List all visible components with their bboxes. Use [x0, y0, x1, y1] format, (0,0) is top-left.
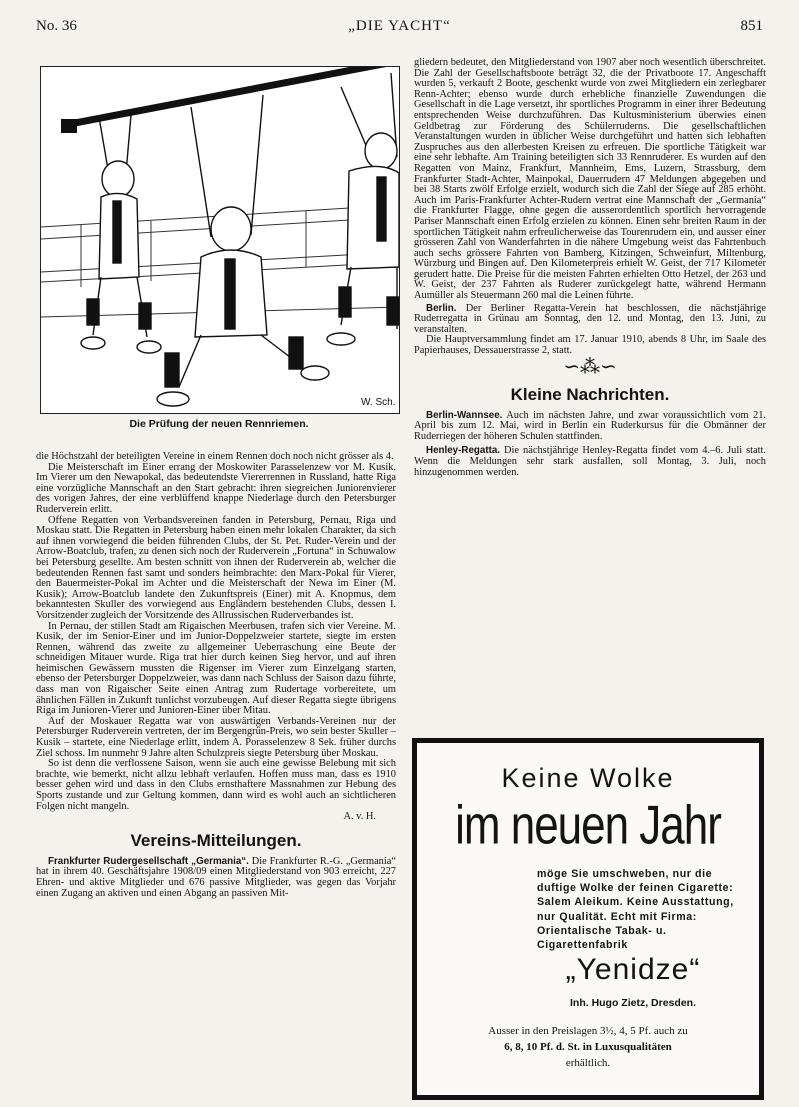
paragraph-lead: Berlin-Wannsee. — [426, 409, 503, 421]
ad-slogan: im neuen Jahr — [455, 794, 721, 856]
paragraph-lead: Henley-Regatta. — [426, 445, 501, 457]
figure-caption: Die Prüfung der neuen Rennriemen. — [129, 418, 309, 430]
ad-price-line: Ausser in den Preislagen 3½, 4, 5 Pf. auch zu — [488, 1025, 688, 1037]
ad-headline: Keine Wolke — [501, 763, 675, 793]
ad-body: möge Sie umschweben, nur die duftige Wolke der feinen Cigarette: Salem Aleikum. Keine Ausstattung, nur Qualität. Echt mit Firma: Orientalische Tabak- u. Cigarettenfabrik — [537, 868, 734, 952]
paragraph: Offene Regatten von Verbandsvereinen fanden in Petersburg, Pernau, Riga und Moskau statt. Die Regatten in Petersburg haben einen mehr lokalen Charakter, da sich auf ihnen vorwiegend die beiden führenden Clubs, der St. Pet. Ruder-Verein und der Arrow-Boatclub, trafen, zu denen sich noch der Ruderverein „Fortuna“ in Schuwalow bei Petersburg gesellte. Am besten schnitt von ihnen der Ruderverein ab, welcher die bedeutenden Rennen fast samt und sonders heimbrachte: den Marx-Pokal für Vierer, den Bauermeister-Pokal im Achter und die Meisterschaft der Newa im Einer (M. Kusik); Arrow-Boatclub landete den Zukunftspreis (Einer) mit A. Knopmus, dem bekanntesten Skuller des vorwiegend aus Engländern bestehenden Clubs, dessen I. Vorsitzender zugleich der Vorsitzende des Allrussischen Ruderverbandes ist. — [36, 514, 396, 621]
paragraph-text: Der Berliner Regatta-Verein hat beschlossen, die nächstjährige Ruderregatta in Grünau am Sonntag, den 12. und Montag, den 13. Juni, zu veranstalten. — [414, 302, 766, 335]
paragraph: In Pernau, der stillen Stadt am Rigaischen Meerbusen, trafen sich vier Vereine. M. Kusik, der im Senior-Einer und im Junior-Doppelzweier startete, siegte im ersten Rennen, während das zweite zu allgemeiner Ueberraschung eine Beute der schneidigen Mitauer wurde. Riga trat hier durch keinen Sieg hervor, und auf ihren heimischen Gewässern mussten die Rigenser im Vierer zum Einzelgang starten, ebenso der Petersburger Doppelzweier, was dann nach Schluss der Saison dazu führte, dass man von Rigaischer Seite einen Antrag zum Rudertage vorbereitete, um ähnlichen Fällen in Zukunft tunlichst vorzubeugen. Auf dieser Regatta siegte übrigens Riga im Junioren-Vierer und Junioren-Einer über Mitau. — [36, 620, 396, 717]
section-heading: Vereins-Mitteilungen. — [130, 830, 302, 850]
illustration-figure — [36, 60, 402, 438]
paragraph: Auf der Moskauer Regatta war von auswärtigen Verbands-Vereinen nur der Petersburger Ruderverein vertreten, der im Bergengrün-Preis, wo sein bester Skuller – Kusik – startete, eine Niederlage erlitt, indem A. Porasselenzew 8 Sek. früher durchs Ziel schoss. Im nunmehr 9 Jahre alten Schulzpreis siegte Petersburg über Moskau. — [36, 715, 396, 759]
journal-title: „DIE YACHT“ — [348, 18, 451, 34]
ad-brand: „Yenidze“ — [565, 953, 701, 986]
issue-number: No. 36 — [36, 18, 77, 34]
paragraph-text: Auch im nächsten Jahre, und zwar voraussichtlich vom 21. April bis zum 12. Mai, wird in Berlin ein Ruderkursus für die Obmänner der Ruderriegen der höheren Schulen stattfinden. — [414, 409, 766, 442]
page-header — [36, 14, 763, 36]
paragraph — [36, 857, 396, 899]
page-number: 851 — [740, 18, 763, 34]
paragraph: die Höchstzahl der beteiligten Vereine in einem Rennen doch noch nicht grösser als 4. — [36, 451, 394, 462]
paragraph: Die Hauptversammlung findet am 17. Januar 1910, abends 8 Uhr, im Saale des Papierhauses, Dessauerstrasse 2, statt. — [414, 334, 766, 357]
ad-price-line: erhältlich. — [565, 1057, 611, 1069]
paragraph-text: Die Frankfurter R.-G. „Germania“ hat in ihrem 40. Geschäftsjahre 1908/09 einen Mitgliederstand von 903 erreicht, 227 Ehren- und aktive Mitglieder und 676 passive Mitglieder, was gegen das Vorjahr einen Zugang an aktiven und einen Abgang an passiven Mit- — [36, 855, 396, 899]
paragraph — [414, 411, 766, 443]
ornament: ∽⁂∽ — [563, 355, 617, 378]
left-column — [36, 452, 396, 899]
paragraph-lead: Frankfurter Rudergesellschaft „Germania“. — [48, 855, 249, 867]
rowers-illustration — [40, 66, 400, 414]
paragraph-text: Die nächstjährige Henley-Regatta findet vom 4.–6. Juli statt. Wenn die Meldungen sehr stark ausfallen, soll Montag, 3. Juli, noch hinzugenommen werden. — [414, 445, 766, 478]
paragraph — [414, 446, 766, 478]
paragraph: Die Meisterschaft im Einer errang der Moskowiter Parasselenzew vor M. Kusik. Im Vierer um den Newapokal, das bedeutendste Viererrennen in Russland, hatte Riga eine vorzügliche Mannschaft an den Start gebracht: ihren siegreichen Juniorenvierer des vorigen Jahres, der eine verblüffend knappe Niederlage durch den Petersburger Ruderverein erlitt. — [36, 461, 396, 515]
paragraph-lead: Berlin. — [426, 302, 457, 314]
artist-signature: W. Sch. — [361, 397, 396, 408]
paragraph: So ist denn die verflossene Saison, wenn sie auch eine gewisse Belebung mit sich brachte, wie bemerkt, nicht allzu lebhaft verlaufen. Hoffen muss man, dass es 1910 besser gehen wird und dass in den Clubs ernsthaftere Massnahmen zur Hebung des Sports zustande und zur Geltung kommen, dann wird es wohl auch an sichtlicheren Folgen nicht mangeln. — [36, 758, 396, 812]
paragraph: gliedern bedeutet, den Mitgliederstand von 1907 aber noch wesentlich überschreitet. Die Zahl der Gesellschaftsboote beträgt 32, die der Privatboote 17. Angeschafft wurden 5, verkauft 2 Boote, geschenkt wurde von zwei Mitgliedern ein zerlegbarer Renn-Achter; ebenso wurde durch erhebliche finanzielle Zuwendungen die Gesellschaft in die Lage versetzt, ihr sportliches Programm in einer ihrer Bedeutung entsprechenden Weise durchzuführen. Das Kultusministerium überwies einen Geldbetrag zur Förderung des Schülerruderns. Die gesellschaftlichen Veranstaltungen wurden in üblicher Weise durchgeführt und hatten sich lebhaften Zuspruches aus den allerbesten Kreisen zu erfreuen. Die sportliche Tätigkeit war eine sehr lebhafte. Am Training beteiligten sich 33 Rennruderer. Es wurden auf den Regatten von Mainz, Frankfurt, Mannheim, Ems, Luzern, Strassburg, dem Frankfurter Stadt-Achter, Mainpokal, Dauerrudern 47 Meldungen abgegeben und bei 38 Starts zwölf Erfolge erzielt, wodurch sich die Zahl der Siege auf 285 erhöht. Auch im Paris-Frankfurter Achter-Rudern vertrat eine Mannschaft der „Germania“ die Frankfurter Flagge, ohne gegen die ausserordentlich sportlich hervorragende Pariser Mannschaft einen Erfolg erzielen zu können. Einen sehr breiten Raum in der sportlichen Tätigkeit nahm erfreulicherweise das Tourenrudern ein, und ausser einer grösseren Zahl von Wanderfahrten in die nähere Umgebung weist das Fahrtenbuch auch sechs grössere Fahrten von Bamberg, Kitzingen, Schweinfurt, Miltenburg, Würzburg und Bingen auf. Den Kilometerpreis erhielt W. Geist, der 717 Kilometer gerudert hatte. Die Preise für die meisten Fahrten erhielten Otto Hetzel, der 263 und W. Geist, der 237 Fahrten als Ruderer zurückgelegt hatte, während Hermann Aumüller als Steuermann 260 mal die Leinen führte. — [414, 57, 766, 302]
right-column — [414, 58, 766, 478]
section-heading: Kleine Nachrichten. — [510, 384, 670, 404]
ad-price-line: 6, 8, 10 Pf. d. St. in Luxusqualitäten — [504, 1041, 672, 1053]
author-signature: A. v. H. — [343, 811, 376, 823]
advertisement — [412, 738, 764, 1100]
ad-owner: Inh. Hugo Zietz, Dresden. — [569, 997, 696, 1009]
rowers-drawing — [41, 67, 399, 413]
paragraph — [414, 304, 766, 336]
